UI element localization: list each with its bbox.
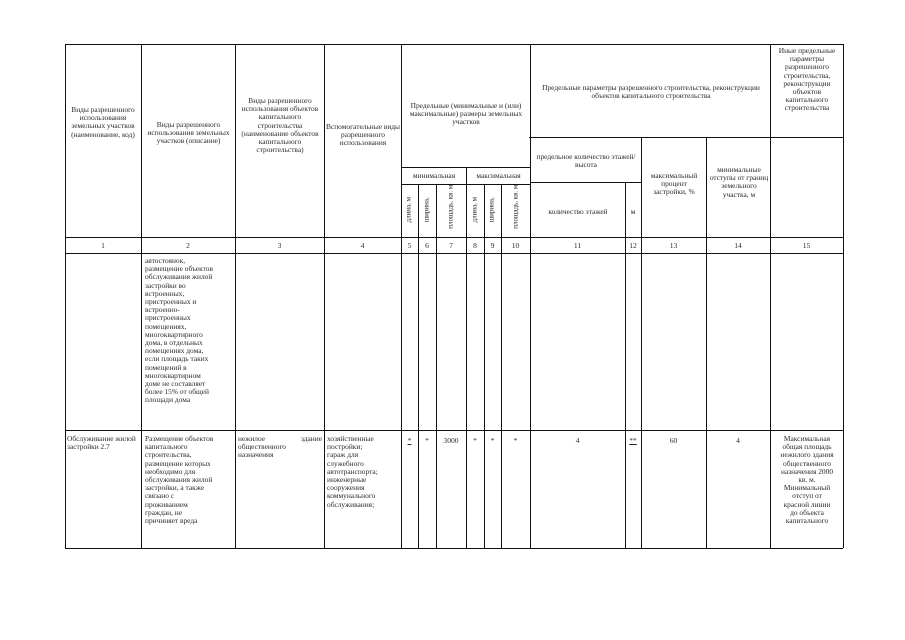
cell-text-line: многоквартирном [145,370,201,380]
header-col1: Виды разрешенного использования земельных участков (наименование, код) [71,105,135,139]
cell-text-line: красной линии [783,499,831,509]
cell-text-line: застройки, а также [145,483,204,493]
row-service-min-setbacks: 4 [736,436,740,445]
col-number: 6 [425,241,429,250]
col-number: 12 [629,241,637,250]
header-height: м [630,207,636,216]
col-number: 2 [186,241,190,250]
cell-text-line: капитального [785,516,829,526]
header-max-area: площадь, кв. м [511,184,520,229]
cell-text-line: Максимальная [783,434,831,443]
cell-text-line: отступ от [792,491,822,501]
col-number: 13 [669,241,678,250]
cell-text-line: площади дома [145,395,191,405]
cell-text-line: встроенно- [145,305,180,315]
col-number: 14 [734,241,742,250]
row-service-floors: 4 [575,436,580,445]
cell-text-line: причиняет вреда [145,516,198,526]
cell-text-line: пристроенных [145,313,191,323]
cell-text-line: Размещение объектов [145,434,214,443]
col-number: 7 [449,241,453,250]
header-min-area: площадь, кв. м [446,184,455,229]
header-group-params: Предельные параметры разрешенного строительства, реконструкции объектов капитального строительства [542,83,760,101]
cell-text-line: необходимо для [145,466,196,476]
cell-text-line: пристроенных и [145,297,197,307]
cell-text-line: гараж для [327,450,359,460]
header-min-setbacks: минимальные отступы от границ земельного участка, м [709,165,769,199]
cell-text-line: доме не составляет [145,379,206,389]
cell-text-line: связано с [145,491,175,501]
row-service-description [145,435,233,525]
cell-text-line: сооружения [327,483,365,493]
cell-text-line: капитального [145,442,188,452]
col-number: 10 [511,241,520,250]
cell-text-line: размещение которых [145,458,211,468]
row-service-max-width: * [490,436,495,445]
cell-text-line: до объекта [790,507,824,517]
row-service-other-params [772,435,842,525]
row-service-height: ** [629,436,637,445]
cell-text-line: обслуживания жилой [145,475,213,485]
cell-text-line: хозяйственные [327,434,374,443]
cell-text-line: общая площадь [782,442,832,452]
cell-text-line: нежилого здания [780,450,834,460]
row-service-max-coverage: 60 [669,436,678,445]
header-group-sizes: Предельные (минимальные и (или) максимальные) размеры земельных участков [409,101,523,127]
row-service-oks: нежилое здание общественного назначения [238,434,322,460]
col-number: 3 [277,241,282,250]
cell-text-line: размещение объектов [145,264,213,274]
cell-text-line: помещениях, [145,321,187,331]
row-service-min-area: 3000 [443,436,459,445]
header-col2: Виды разрешенного использования земельных участков (описание) [147,120,230,146]
row-service-auxiliary [327,435,399,509]
cell-text-line: более 15% от общей [145,387,209,397]
cell-text-line: дома, в отдельных [145,338,203,348]
row-service-name: Обслуживание жилой застройки 2.7 [67,434,136,452]
row-service-min-width: * [425,436,429,445]
cell-text-line: назначения 2000 [780,466,834,476]
cell-text-line: обслуживания; [327,499,375,509]
header-col15: Иные предельные параметры разрешенного строительства, реконструкции объектов капитального строительства [778,46,836,113]
col-number: 4 [360,241,365,250]
cell-text-line: если площадь таких [145,354,209,364]
header-col3: Виды разрешенного использования объектов капитального строительства (наименование объектов капитального строительства) [241,96,319,155]
cell-text-line: граждан, не [145,507,183,517]
col-number: 15 [802,241,811,250]
col-number: 5 [407,241,412,250]
cell-text-line: коммунального [327,491,376,501]
cell-text-line: помещениях дома, [145,346,204,356]
col-number: 9 [490,241,495,250]
header-min-width: ширина, [422,197,431,223]
cell-text-line: кв. м. [798,475,816,485]
cell-text-line: обслуживания жилой [145,272,213,282]
cell-text-line: многоквартирного [145,329,203,339]
cell-text-line: инженерные [327,475,367,485]
cell-text-line: постройки; [327,442,363,452]
header-floors-count: количество этажей [548,207,608,216]
cell-text-line: автостоянок, [145,256,186,265]
cell-text-line: строительства, [145,450,192,460]
row-service-max-area: * [513,436,518,445]
col-number: 1 [101,241,105,250]
cell-text-line: автотранспорта; [327,466,378,476]
cell-text-line: встроенных, [145,288,185,298]
header-floors-group: предельное количество этажей/высота [536,152,636,170]
cell-text-line: проживанием [145,499,188,509]
cell-text-line: Минимальный [783,483,831,493]
cell-text-line: застройки во [145,280,186,290]
header-col4: Вспомогательные виды разрешенного использования [326,122,400,148]
header-min: минимальная [412,171,456,180]
cell-text-line: служебного [327,458,364,468]
header-min-length: длина, м [404,196,413,223]
col-number: 11 [573,241,582,250]
continuation-description [145,257,233,405]
cell-text-line: помещений в [145,362,187,372]
row-service-min-length: * [407,436,412,445]
header-max-coverage: максимальный процент застройки, % [650,171,698,197]
header-max-length: длина, м [470,196,479,223]
header-max-width: ширина, [487,197,496,223]
col-number: 8 [473,241,477,250]
cell-text-line: общественного [783,458,831,468]
header-max: максимальная [476,171,521,180]
row-service-max-length: * [473,436,477,445]
